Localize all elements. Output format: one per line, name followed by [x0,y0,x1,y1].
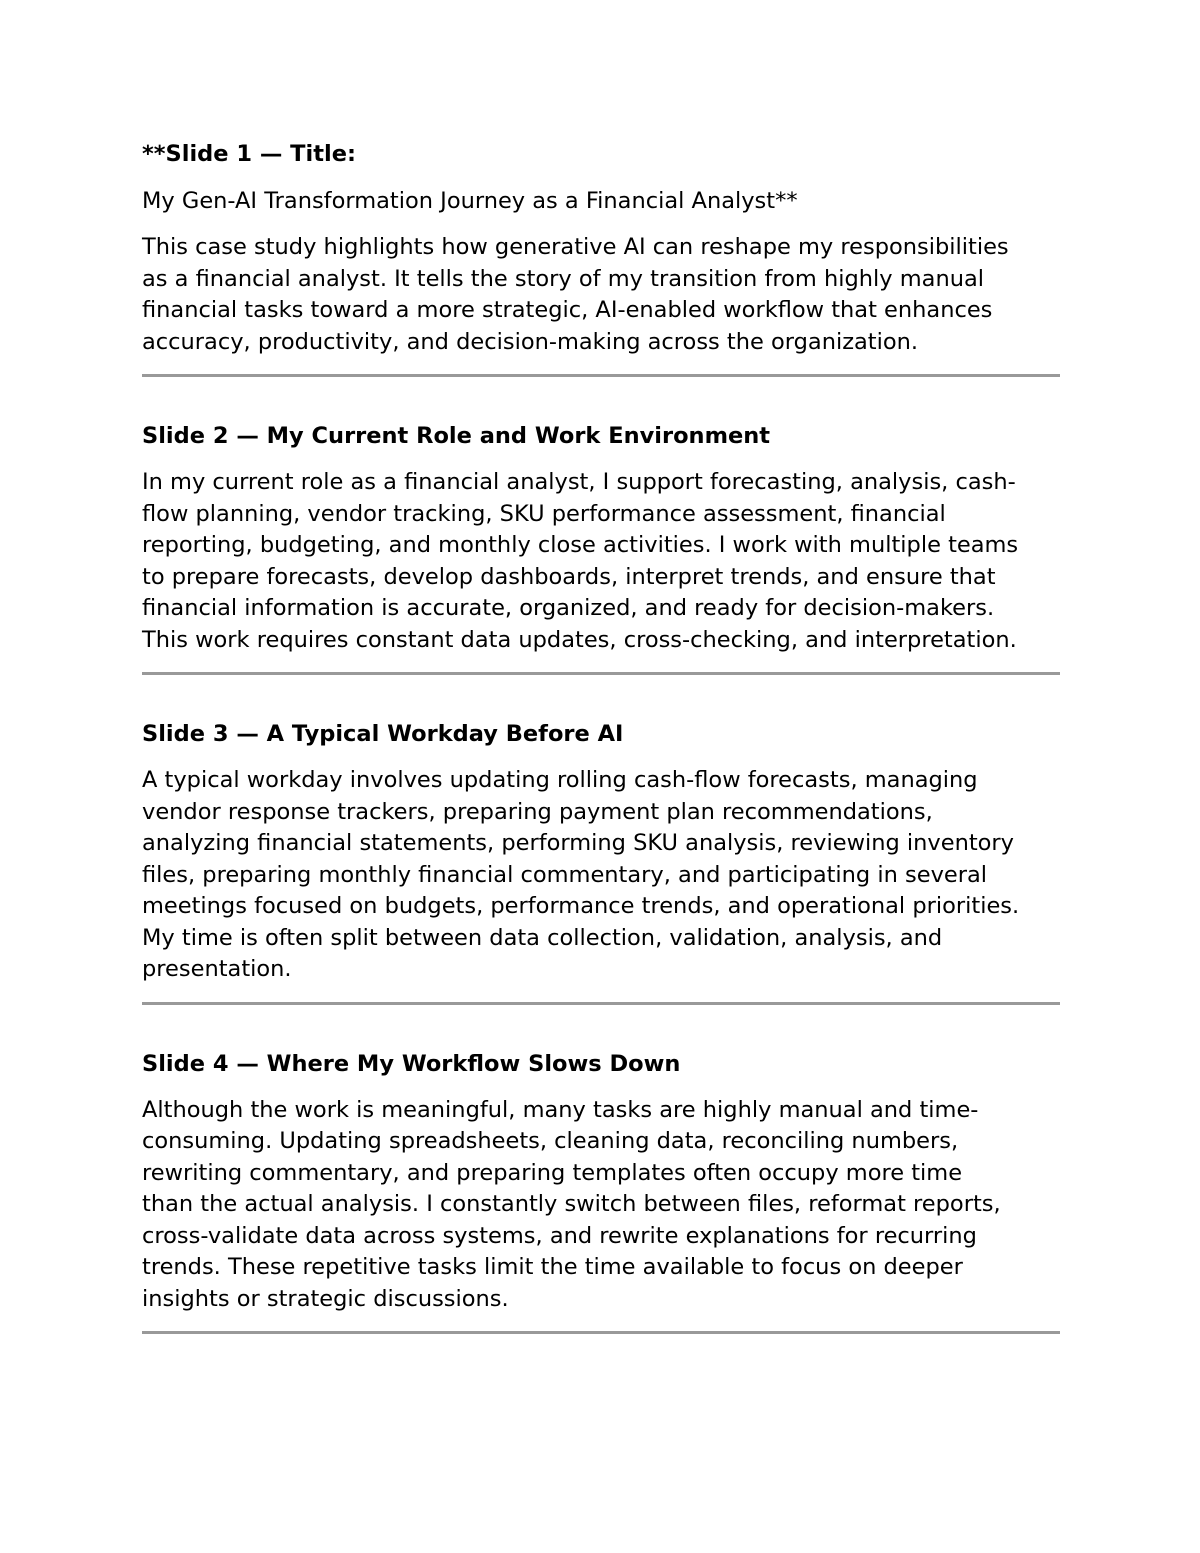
slide-4-heading: Slide 4 — Where My Workflow Slows Down [142,1050,681,1077]
paragraph-line: meetings focused on budgets, performance trends, and operational priorities. [142,893,1020,919]
paragraph-line: Although the work is meaningful, many tasks are highly manual and time- [142,1096,979,1123]
paragraph-line: trends. These repetitive tasks limit the time available to focus on deeper [142,1254,963,1280]
paragraph-line: In my current role as a financial analyst, I support forecasting, analysis, cash- [142,469,1016,495]
slide-1-section [142,138,1062,377]
paragraph-line: rewriting commentary, and preparing templates often occupy more time [142,1159,963,1186]
paragraph-line: to prepare forecasts, develop dashboards, interpret trends, and ensure that [142,563,996,590]
paragraph-line: accuracy, productivity, and decision-making across the organization. [142,328,919,355]
section-divider [142,374,1060,377]
paragraph-line: insights or strategic discussions. [142,1285,509,1312]
slide-3-heading: Slide 3 — A Typical Workday Before AI [142,721,624,747]
paragraph-line: A typical workday involves updating rolling cash-flow forecasts, managing [142,767,978,793]
section-divider [142,1002,1060,1005]
paragraph-line: vendor response trackers, preparing payment plan recommendations, [142,798,933,825]
slide-4-section [142,1048,1062,1335]
slide-1-paragraph [142,232,1062,358]
paragraph-line: This work requires constant data updates, cross-checking, and interpretation. [142,626,1017,653]
slide-2-paragraph [142,467,1062,656]
slide-2-heading: Slide 2 — My Current Role and Work Environment [142,423,771,449]
slide-1-subtitle: My Gen-AI Transformation Journey as a Financial Analyst** [142,188,798,214]
slide-4-paragraph [142,1095,1062,1316]
paragraph-line: analyzing financial statements, performing SKU analysis, reviewing inventory [142,830,1014,856]
paragraph-line: files, preparing monthly financial commentary, and participating in several [142,861,988,888]
slide-3-section [142,718,1062,1005]
paragraph-line: cross-validate data across systems, and rewrite explanations for recurring [142,1222,977,1249]
section-divider [142,1331,1060,1334]
paragraph-line: financial information is accurate, organized, and ready for decision-makers. [142,595,995,621]
slide-3-paragraph [142,765,1062,986]
paragraph-line: This case study highlights how generative AI can reshape my responsibilities [142,234,1009,260]
paragraph-line: reporting, budgeting, and monthly close activities. I work with multiple teams [142,532,1019,558]
paragraph-line: consuming. Updating spreadsheets, cleaning data, reconciling numbers, [142,1128,959,1154]
paragraph-line: presentation. [142,956,292,982]
paragraph-line: My time is often split between data collection, validation, analysis, and [142,924,943,951]
slide-1-heading: **Slide 1 — Title: [142,141,356,167]
paragraph-line: flow planning, vendor tracking, SKU performance assessment, financial [142,500,946,527]
paragraph-line: financial tasks toward a more strategic, AI-enabled workflow that enhances [142,297,993,323]
section-divider [142,672,1060,675]
paragraph-line: than the actual analysis. I constantly switch between files, reformat reports, [142,1191,1001,1217]
paragraph-line: as a financial analyst. It tells the story of my transition from highly manual [142,265,985,292]
slide-2-section [142,420,1062,675]
document-page [142,138,1062,1334]
